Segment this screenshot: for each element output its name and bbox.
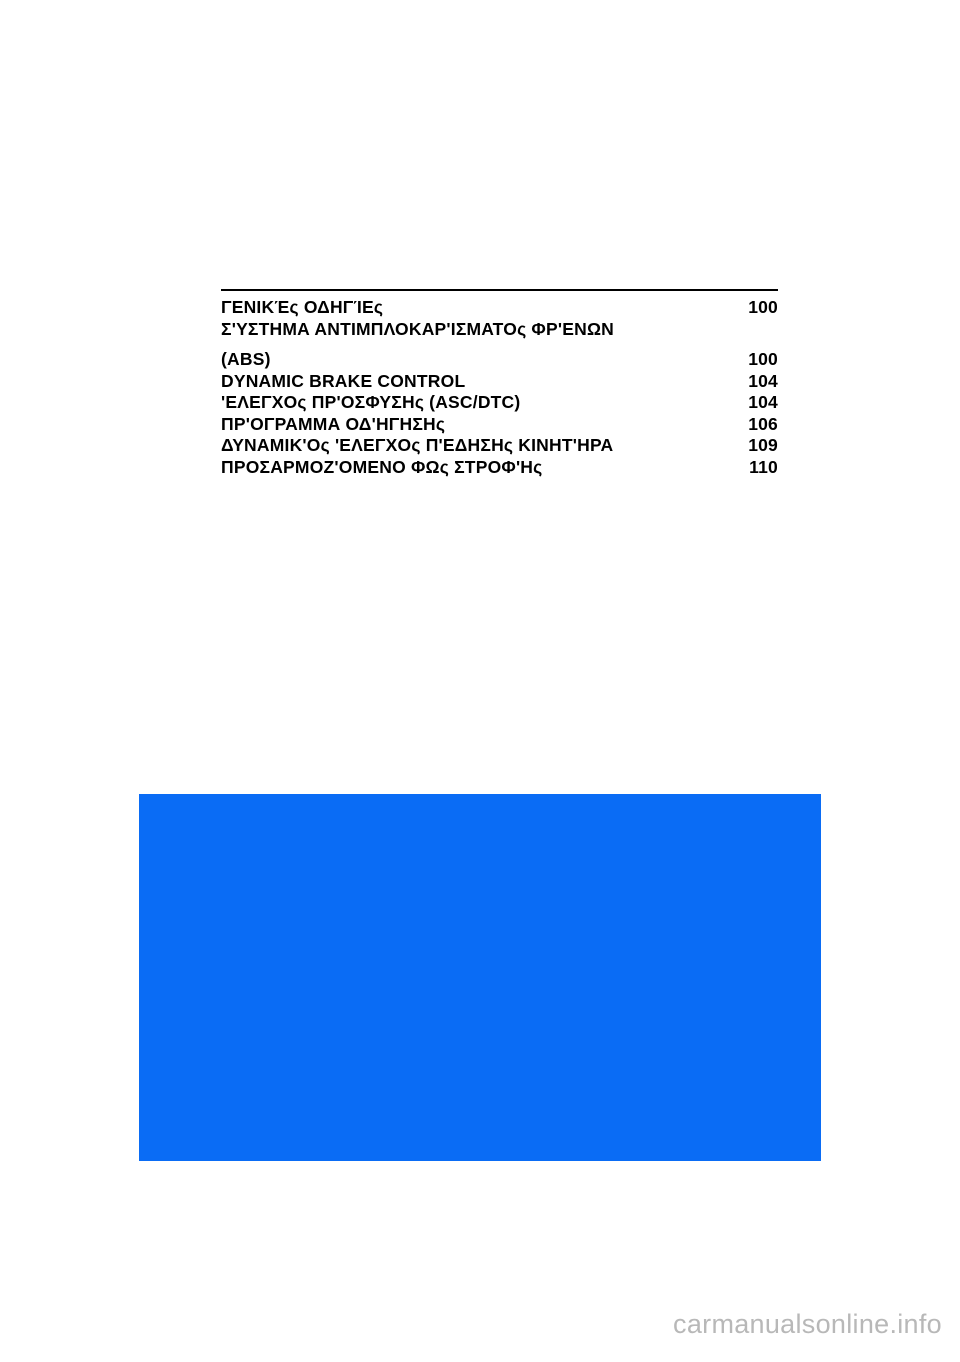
toc-entry-abs-line1[interactable] bbox=[221, 319, 778, 341]
toc-entry-page: 106 bbox=[748, 413, 778, 434]
toc-entry-title: Σ'ΥΣΤΗΜΑ ΑΝΤΙΜΠΛΟΚΑΡ'ΙΣΜΑΤΟς ΦΡ'ΕΝΩΝ bbox=[221, 318, 615, 339]
blue-panel bbox=[139, 794, 821, 1161]
watermark: carmanualsonline.info bbox=[673, 1309, 942, 1339]
toc-entry-page: 110 bbox=[749, 456, 778, 477]
toc-entry-title: ΓΕΝΙΚΈς ΟΔΗΓΊΕς bbox=[221, 297, 384, 317]
toc-top-rule bbox=[221, 289, 778, 291]
toc-entry-title: (ABS) bbox=[221, 349, 271, 369]
toc-entry-title: ΠΡ'ΟΓΡΑΜΜΑ ΟΔ'ΗΓΗΣΗς bbox=[221, 413, 446, 434]
toc-entry-riding-mode[interactable] bbox=[221, 414, 778, 436]
toc-entry-cornering-light[interactable] bbox=[221, 457, 778, 479]
toc-entry-traction-control[interactable] bbox=[221, 392, 778, 414]
toc-entry-general-instructions[interactable] bbox=[221, 297, 778, 319]
toc-entry-title: DYNAMIC BRAKE CONTROL bbox=[221, 370, 466, 391]
toc-entry-page: 100 bbox=[748, 349, 778, 369]
toc-entry-engine-brake-control[interactable] bbox=[221, 435, 778, 457]
toc-entry-title: 'ΕΛΕΓΧΟς ΠΡ'ΟΣΦΥΣΗς (ASC/DTC) bbox=[221, 392, 521, 412]
toc-entry-page: 100 bbox=[748, 297, 778, 317]
toc-entry-title: ΠΡΟΣΑΡΜΟΖ'ΟΜΕΝΟ ΦΩς ΣΤΡΟΦ'Ης bbox=[221, 456, 543, 477]
table-of-contents bbox=[221, 289, 778, 478]
toc-entry-abs-line2[interactable] bbox=[221, 349, 778, 371]
toc-entry-page: 104 bbox=[748, 370, 778, 391]
toc-entry-title: ΔΥΝΑΜΙΚ'Ος 'ΕΛΕΓΧΟς Π'ΕΔΗΣΗς ΚΙΝΗΤ'ΗΡΑ bbox=[221, 435, 614, 455]
toc-entry-dynamic-brake-control[interactable] bbox=[221, 371, 778, 393]
toc-entry-page: 109 bbox=[748, 435, 778, 455]
toc-entry-page: 104 bbox=[748, 392, 778, 412]
